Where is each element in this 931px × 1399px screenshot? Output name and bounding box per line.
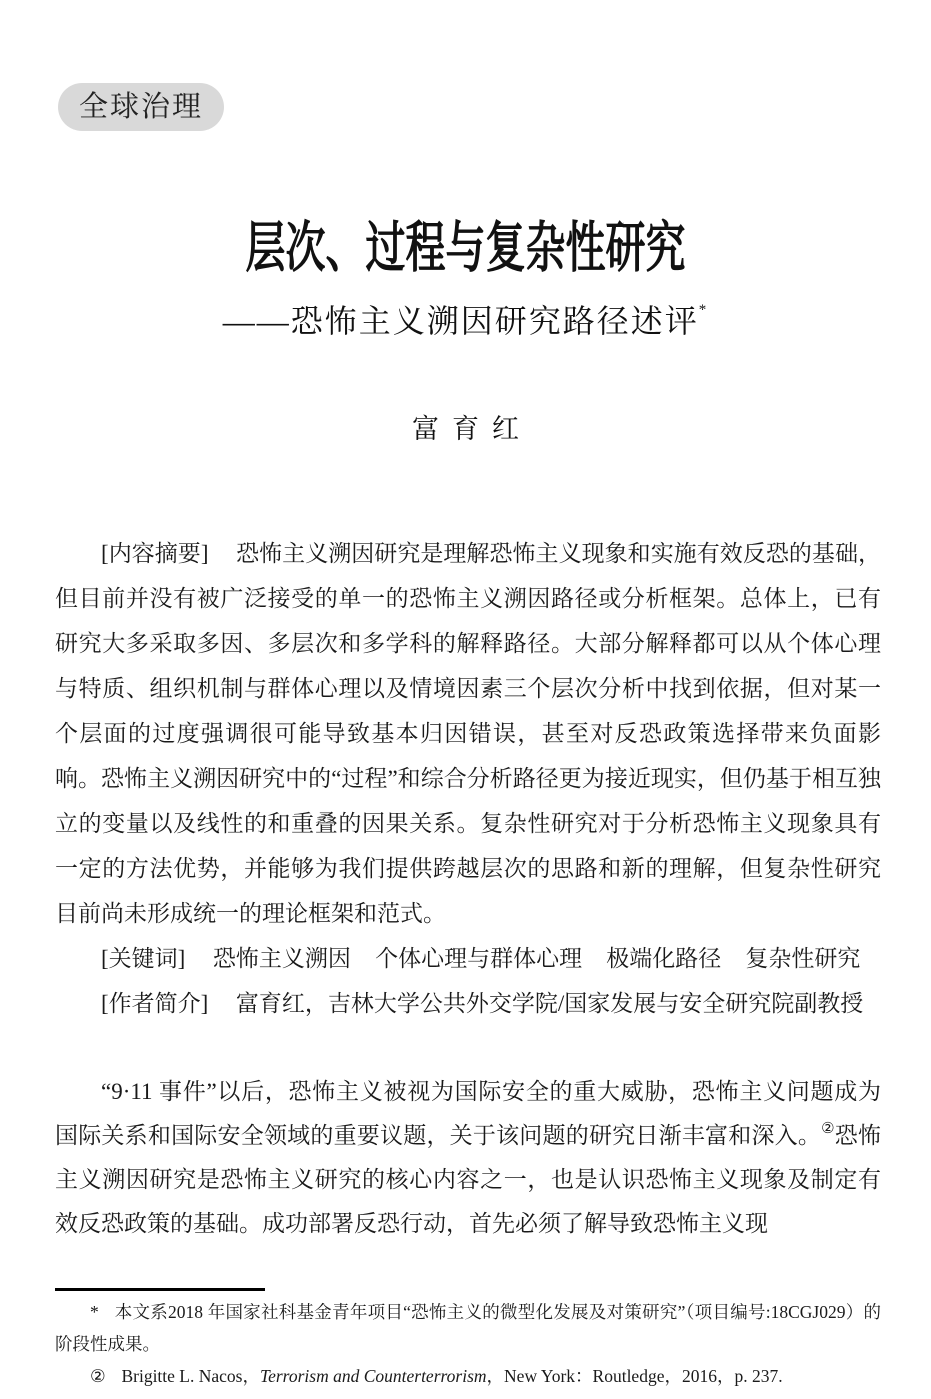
author-bio-line (55, 981, 881, 1026)
footnote-ref-2: ② (821, 1121, 835, 1137)
footnote-star-text: 本文系2018 年国家社科基金青年项目“恐怖主义的微型化发展及对策研究”（项目编号:18CGJ029）的阶段性成果。 (55, 1302, 881, 1354)
footnote-2-book-title: Terrorism and Counterterrorism (259, 1366, 487, 1386)
article-title: 层次、过程与复杂性研究 (245, 216, 686, 279)
footnote-2-text-before: Brigitte L. Nacos， (121, 1366, 260, 1386)
keyword-item: 复杂性研究 (745, 946, 861, 971)
author-bio-label: [作者简介] (101, 991, 209, 1016)
keywords-line (55, 936, 881, 981)
footnote-star-marker: * (90, 1302, 99, 1322)
category-tag: 全球治理 (58, 83, 224, 131)
footnote-divider (55, 1288, 265, 1291)
subtitle-text: ——恐怖主义溯因研究路径述评 (222, 303, 699, 339)
body-paragraph (55, 1070, 881, 1246)
keyword-item: 个体心理与群体心理 (375, 946, 583, 971)
front-matter (55, 531, 881, 1026)
keyword-item: 恐怖主义溯因 (212, 946, 351, 971)
footnotes-section (55, 1288, 881, 1392)
footnote-2-text-after: ，New York：Routledge，2016，p. 237. (486, 1366, 783, 1386)
body-text-part2: 恐怖主义溯因研究是恐怖主义研究的核心内容之一，也是认识恐怖主义现象及制定有效反恐政策的基础。成功部署反恐行动，首先必须了解导致恐怖主义现 (55, 1123, 882, 1236)
footnote-star (55, 1296, 881, 1360)
author-bio-text: 富育红，吉林大学公共外交学院/国家发展与安全研究院副教授 (235, 991, 864, 1016)
footnote-2-marker: ② (90, 1366, 106, 1386)
abstract-label: [内容摘要] (101, 541, 209, 566)
article-body (55, 1070, 881, 1246)
abstract-text: 恐怖主义溯因研究是理解恐怖主义现象和实施有效反恐的基础，但目前并没有被广泛接受的单一的恐怖主义溯因路径或分析框架。总体上，已有研究大多采取多因、多层次和多学科的解释路径。大部分解释都可以从个体心理与特质、组织机制与群体心理以及情境因素三个层次分析中找到依据，但对某一个层面的过度强调很可能导致基本归因错误，甚至对反恐政策选择带来负面影响。恐怖主义溯因研究中的“过程”和综合分析路径更为接近现实，但仍基于相互独立的变量以及线性的和重叠的因果关系。复杂性研究对于分析恐怖主义现象具有一定的方法优势，并能够为我们提供跨越层次的思路和新的理解，但复杂性研究目前尚未形成统一的理论框架和范式。 (55, 541, 881, 926)
abstract-paragraph (55, 531, 881, 936)
footnote-2 (55, 1360, 881, 1392)
author-name: 富育红 (412, 414, 532, 444)
article-subtitle (0, 301, 931, 340)
title-footnote-ref: * (698, 302, 709, 318)
keywords-label: [关键词] (101, 946, 186, 971)
keyword-item: 极端化路径 (606, 946, 722, 971)
body-text-part1: “9·11 事件”以后，恐怖主义被视为国际安全的重大威胁，恐怖主义问题成为国际关系和国际安全领域的重要议题，关于该问题的研究日渐丰富和深入。 (55, 1079, 881, 1148)
